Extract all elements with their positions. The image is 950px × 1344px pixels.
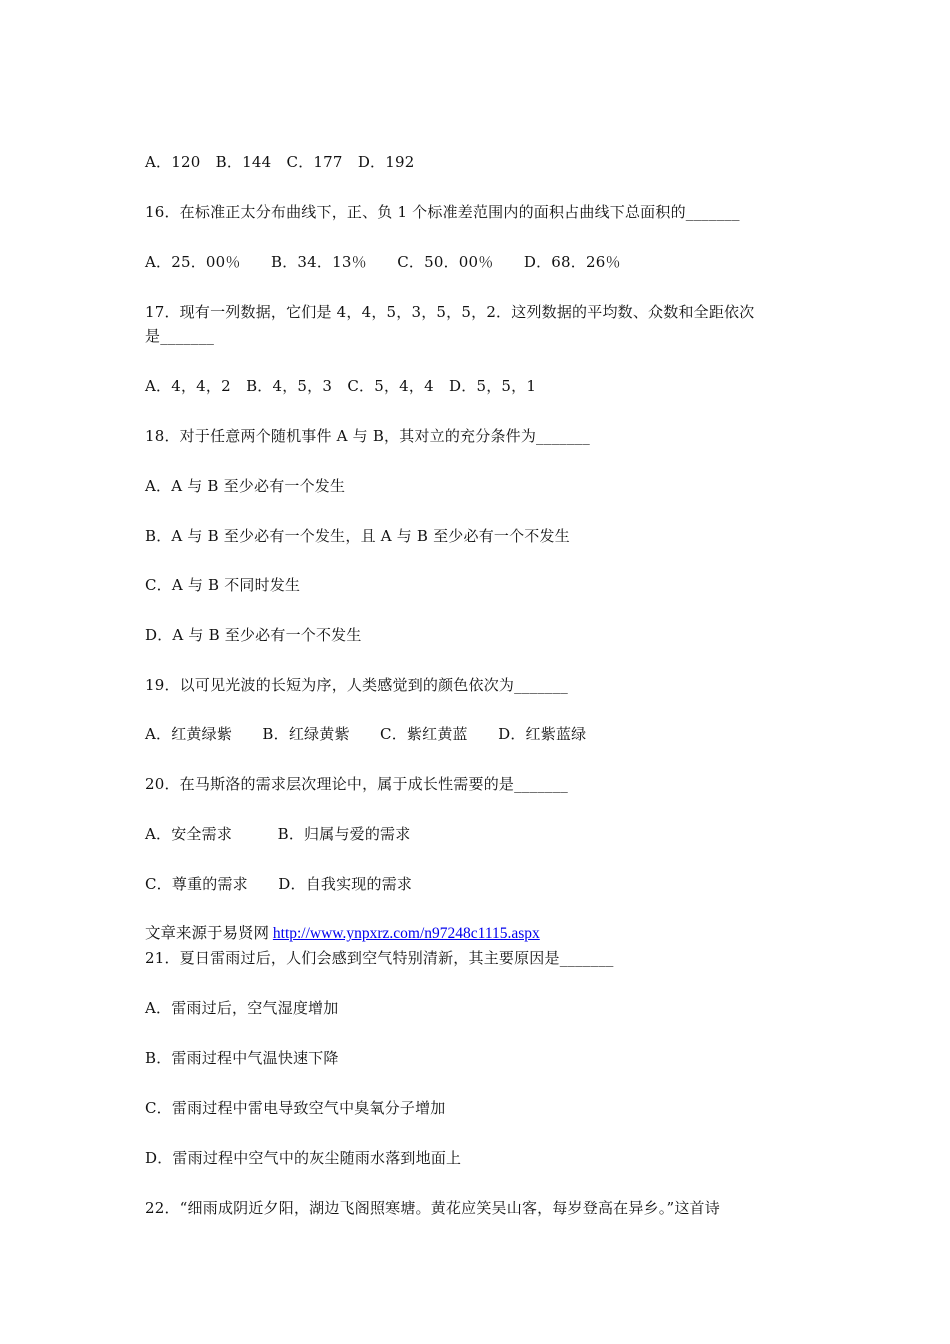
question-17-line2: 是_______ [145, 327, 215, 345]
q20-options-cd: C．尊重的需求 D．自我实现的需求 [145, 875, 413, 893]
question-16: 16．在标准正太分布曲线下，正、负 1 个标准差范围内的面积占曲线下总面积的_______ [145, 203, 740, 221]
q16-options: A．25．00％ B．34．13％ C．50．00％ D．68．26％ [145, 253, 621, 271]
question-19: 19．以可见光波的长短为序，人类感觉到的颜色依次为_______ [145, 676, 568, 694]
q20-options-ab: A．安全需求 B．归属与爱的需求 [145, 825, 411, 843]
q18-option-d: D．A 与 B 至少必有一个不发生 [145, 626, 362, 644]
q21-option-a: A．雷雨过后，空气湿度增加 [145, 999, 339, 1017]
q17-options: A．4，4，2 B．4，5，3 C．5，4，4 D．5，5，1 [145, 377, 537, 395]
source-line [145, 924, 540, 944]
q18-option-b: B．A 与 B 至少必有一个发生，且 A 与 B 至少必有一个不发生 [145, 527, 570, 545]
question-18: 18．对于任意两个随机事件 A 与 B，其对立的充分条件为_______ [145, 427, 590, 445]
q21-option-d: D．雷雨过程中空气中的灰尘随雨水落到地面上 [145, 1149, 462, 1167]
question-17-line1: 17．现有一列数据，它们是 4，4，5，3，5，5，2．这列数据的平均数、众数和全距依次 [145, 303, 755, 321]
q18-option-c: C．A 与 B 不同时发生 [145, 576, 301, 594]
source-prefix: 文章来源于易贤网 [145, 925, 273, 942]
q19-options: A．红黄绿紫 B．红绿黄紫 C．紫红黄蓝 D．红紫蓝绿 [145, 725, 587, 743]
q21-option-c: C．雷雨过程中雷电导致空气中臭氧分子增加 [145, 1099, 446, 1117]
question-22: 22．“细雨成阴近夕阳，湖边飞阁照寒塘。黄花应笑吴山客，每岁登高在异乡。”这首诗 [145, 1199, 720, 1217]
q21-option-b: B．雷雨过程中气温快速下降 [145, 1049, 339, 1067]
question-20: 20．在马斯洛的需求层次理论中，属于成长性需要的是_______ [145, 775, 568, 793]
source-link[interactable]: http://www.ynpxrz.com/n97248c1115.aspx [272, 925, 540, 942]
q15-options: A．120 B．144 C．177 D．192 [145, 153, 415, 171]
question-21: 21．夏日雷雨过后，人们会感到空气特别清新，其主要原因是_______ [145, 949, 614, 967]
q18-option-a: A．A 与 B 至少必有一个发生 [145, 477, 346, 495]
